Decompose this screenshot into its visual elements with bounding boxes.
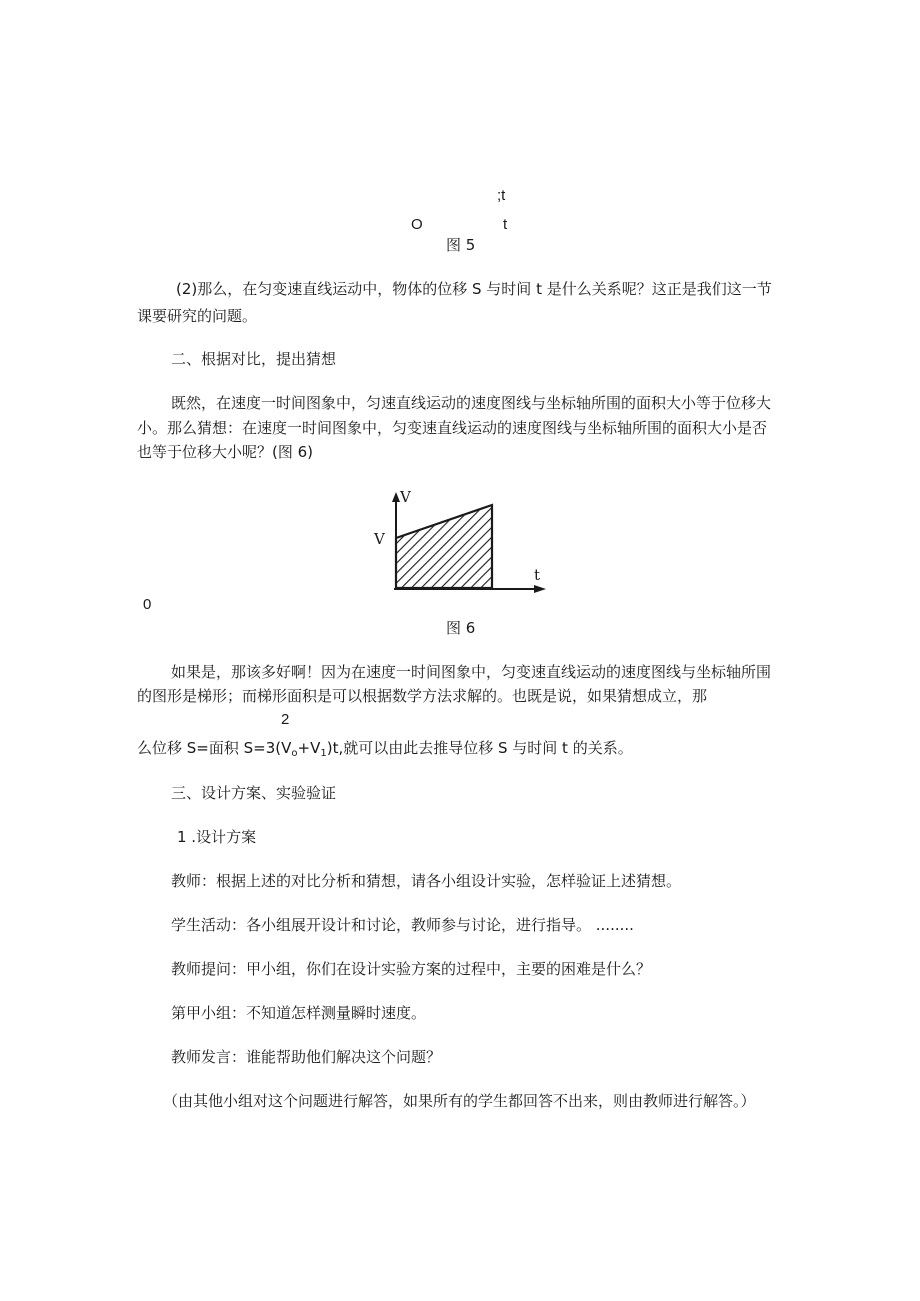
formula-fraction-top: 2 — [281, 711, 290, 728]
section3-heading: 三、设计方案、实验验证 — [171, 784, 337, 802]
trapezoid-area — [396, 505, 492, 588]
note-line: （由其他小组对这个问题进行解答，如果所有的学生都回答不出来，则由教师进行解答。） — [163, 1092, 756, 1110]
subsection-design-plan: 1 .设计方案 — [177, 828, 257, 846]
para2-line2: 小。那么猜想：在速度一时间图象中，匀变速直线运动的速度图线与坐标轴所围的面积大小是否 — [137, 419, 768, 437]
x-axis-arrow — [534, 585, 546, 593]
para2-line1: 既然，在速度一时间图象中，匀速直线运动的速度图线与坐标轴所围的面积大小等于位移大 — [171, 394, 772, 412]
fig5-caption: 图 5 — [446, 236, 476, 254]
formula-sub-o: o — [291, 748, 298, 759]
fig6-caption: 图 6 — [446, 619, 476, 637]
para1-line2: 课要研究的问题。 — [137, 307, 258, 325]
teacher-line-1: 教师：根据上述的对比分析和猜想，请各小组设计实验，怎样验证上述猜想。 — [171, 872, 682, 890]
y-axis-arrow — [392, 492, 400, 502]
fig6-y-axis-label: V — [400, 488, 411, 506]
teacher-question-line: 教师提问：甲小组，你们在设计实验方案的过程中，主要的困难是什么？ — [171, 960, 652, 978]
formula-sub-1: 1 — [320, 748, 327, 759]
fig5-t-label-top: ;t — [497, 187, 506, 204]
formula-part-b: )t,就可以由此去推导位移 S 与时间 t 的关系。 — [326, 739, 633, 757]
para3-line3 — [137, 738, 633, 764]
teacher-speech-line: 教师发言：谁能帮助他们解决这个问题？ — [171, 1048, 442, 1066]
group-a-line: 第甲小组：不知道怎样测量瞬时速度。 — [171, 1004, 427, 1022]
para3-line2: 的图形是梯形；而梯形面积是可以根据数学方法求解的。也既是说，如果猜想成立，那 — [137, 687, 708, 705]
fig6-x-axis-label: t — [534, 566, 541, 584]
section2-heading: 二、根据对比，提出猜想 — [171, 350, 337, 368]
para3-line1: 如果是，那该多好啊！因为在速度一时间图象中，匀变速直线运动的速度图线与坐标轴所围 — [171, 663, 772, 681]
fig6-vt-graph — [366, 484, 552, 600]
fig6-v0-label: V — [374, 530, 385, 548]
para1-line1: (2)那么，在匀变速直线运动中，物体的位移 S 与时间 t 是什么关系呢？这正是我们这一节 — [176, 280, 772, 298]
fig5-t-label-bottom: t — [503, 216, 508, 233]
formula-plus-v: +V — [297, 739, 321, 757]
student-activity-line: 学生活动：各小组展开设计和讨论，教师参与讨论，进行指导。 ........ — [171, 916, 634, 934]
fig6-origin-label: 0 — [143, 596, 152, 613]
para2-line3: 也等于位移大小呢？(图 6) — [137, 443, 314, 461]
formula-part-a: 么位移 S=面积 S=3(V — [137, 739, 292, 757]
fig5-origin-label: O — [411, 216, 423, 233]
